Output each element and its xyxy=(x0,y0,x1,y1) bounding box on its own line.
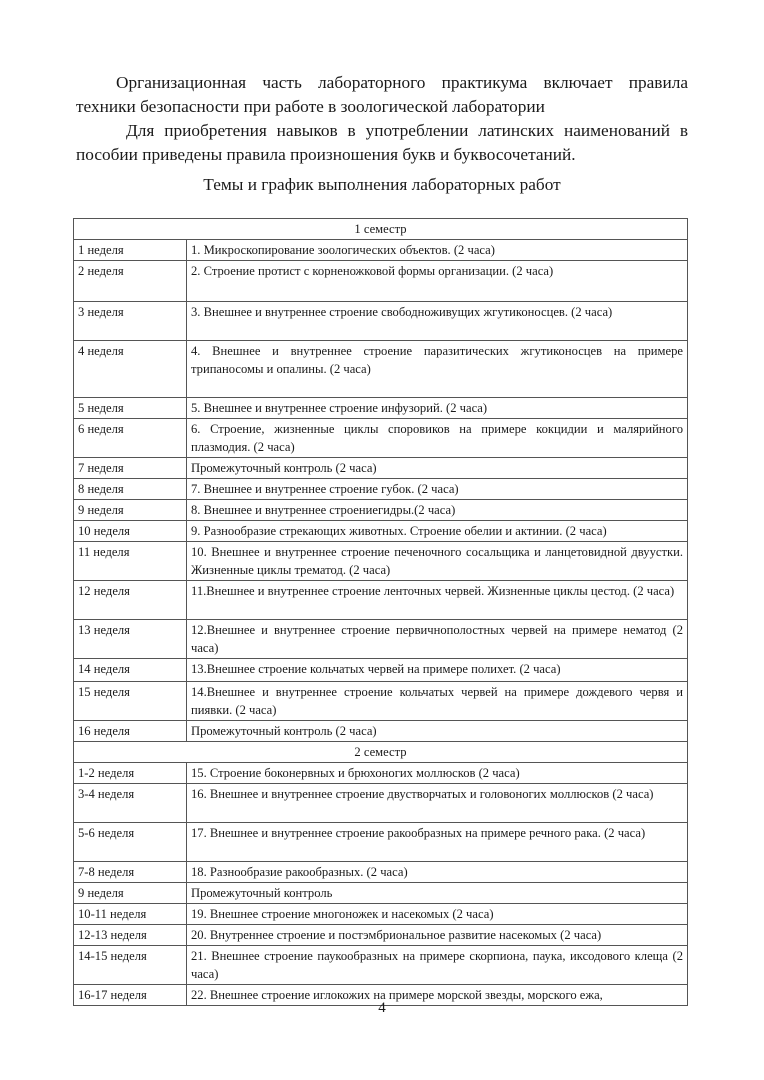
week-cell: 11 неделя xyxy=(74,542,187,581)
topic-cell: 8. Внешнее и внутреннее строениегидры.(2 часа) xyxy=(187,500,688,521)
topic-cell: 4. Внешнее и внутреннее строение паразитических жгутиконосцев на примере трипаносомы и опалины. (2 часа) xyxy=(187,341,688,398)
intro-paragraph-2: Для приобретения навыков в употреблении латинских наименований в пособии приведены правила произношения букв и буквосочетаний. xyxy=(76,121,688,164)
week-cell: 16 неделя xyxy=(74,721,187,742)
topic-cell: 5. Внешнее и внутреннее строение инфузорий. (2 часа) xyxy=(187,398,688,419)
table-row xyxy=(74,542,688,581)
table-row xyxy=(74,581,688,620)
week-cell: 14 неделя xyxy=(74,659,187,682)
topic-cell: 9. Разнообразие стрекающих животных. Строение обелии и актинии. (2 часа) xyxy=(187,521,688,542)
table-row xyxy=(74,925,688,946)
table-row xyxy=(74,620,688,659)
topic-cell: 14.Внешнее и внутреннее строение кольчатых червей на примере дождевого червя и пиявки. (2 часа) xyxy=(187,682,688,721)
table-row xyxy=(74,823,688,862)
semester-header-row xyxy=(74,742,688,763)
week-cell: 5-6 неделя xyxy=(74,823,187,862)
week-cell: 6 неделя xyxy=(74,419,187,458)
table-row xyxy=(74,659,688,682)
table-row xyxy=(74,240,688,261)
topic-cell: 15. Строение боконервных и брюхоногих моллюсков (2 часа) xyxy=(187,763,688,784)
table-row xyxy=(74,419,688,458)
week-cell: 12-13 неделя xyxy=(74,925,187,946)
topic-cell: 1. Микроскопирование зоологических объектов. (2 часа) xyxy=(187,240,688,261)
week-cell: 15 неделя xyxy=(74,682,187,721)
week-cell: 3-4 неделя xyxy=(74,784,187,823)
semester-header-row xyxy=(74,219,688,240)
table-row xyxy=(74,784,688,823)
semester-2-label: 2 семестр xyxy=(74,742,688,763)
topic-cell: 6. Строение, жизненные циклы споровиков на примере кокцидии и малярийного плазмодия. (2 часа) xyxy=(187,419,688,458)
topic-cell: 11.Внешнее и внутреннее строение ленточных червей. Жизненные циклы цестод. (2 часа) xyxy=(187,581,688,620)
week-cell: 4 неделя xyxy=(74,341,187,398)
topic-cell: 3. Внешнее и внутреннее строение свободноживущих жгутиконосцев. (2 часа) xyxy=(187,302,688,341)
week-cell: 16-17 неделя xyxy=(74,985,187,1006)
topic-cell: 18. Разнообразие ракообразных. (2 часа) xyxy=(187,862,688,883)
week-cell: 1 неделя xyxy=(74,240,187,261)
week-cell: 7 неделя xyxy=(74,458,187,479)
table-row xyxy=(74,521,688,542)
table-row xyxy=(74,763,688,784)
table-row xyxy=(74,302,688,341)
topic-cell: Промежуточный контроль (2 часа) xyxy=(187,721,688,742)
week-cell: 10-11 неделя xyxy=(74,904,187,925)
intro-paragraph-1: Организационная часть лабораторного практикума включает правила техники безопасности при работе в зоологической лаборатории xyxy=(76,73,688,116)
table-row xyxy=(74,721,688,742)
table-row xyxy=(74,479,688,500)
topic-cell: 10. Внешнее и внутреннее строение печеночного сосальщика и ланцетовидной двуустки. Жизненные циклы трематод. (2 часа) xyxy=(187,542,688,581)
table-row xyxy=(74,500,688,521)
schedule-table xyxy=(73,218,688,1006)
topic-cell: 2. Строение протист с корненожковой формы организации. (2 часа) xyxy=(187,261,688,302)
page-number: 4 xyxy=(378,1000,386,1016)
topic-cell: 19. Внешнее строение многоножек и насекомых (2 часа) xyxy=(187,904,688,925)
week-cell: 10 неделя xyxy=(74,521,187,542)
week-cell: 14-15 неделя xyxy=(74,946,187,985)
week-cell: 9 неделя xyxy=(74,500,187,521)
week-cell: 1-2 неделя xyxy=(74,763,187,784)
topic-cell: 17. Внешнее и внутреннее строение ракообразных на примере речного рака. (2 часа) xyxy=(187,823,688,862)
table-row xyxy=(74,883,688,904)
week-cell: 2 неделя xyxy=(74,261,187,302)
topic-cell: 21. Внешнее строение паукообразных на примере скорпиона, паука, иксодового клеща (2 часа) xyxy=(187,946,688,985)
topic-cell: 7. Внешнее и внутреннее строение губок. (2 часа) xyxy=(187,479,688,500)
week-cell: 7-8 неделя xyxy=(74,862,187,883)
week-cell: 8 неделя xyxy=(74,479,187,500)
week-cell: 13 неделя xyxy=(74,620,187,659)
topic-cell: 20. Внутреннее строение и постэмбриональное развитие насекомых (2 часа) xyxy=(187,925,688,946)
table-row xyxy=(74,398,688,419)
topic-cell: 12.Внешнее и внутреннее строение первичнополостных червей на примере нематод (2 часа) xyxy=(187,620,688,659)
table-row xyxy=(74,682,688,721)
topic-cell: Промежуточный контроль xyxy=(187,883,688,904)
topic-cell: 22. Внешнее строение иглокожих на примере морской звезды, морского ежа, xyxy=(187,985,688,1006)
week-cell: 9 неделя xyxy=(74,883,187,904)
semester-1-label: 1 семестр xyxy=(74,219,688,240)
table-title: Темы и график выполнения лабораторных работ xyxy=(203,175,561,194)
table-row xyxy=(74,946,688,985)
table-row xyxy=(74,341,688,398)
topic-cell: 16. Внешнее и внутреннее строение двустворчатых и головоногих моллюсков (2 часа) xyxy=(187,784,688,823)
week-cell: 12 неделя xyxy=(74,581,187,620)
table-row xyxy=(74,904,688,925)
week-cell: 3 неделя xyxy=(74,302,187,341)
table-row xyxy=(74,862,688,883)
week-cell: 5 неделя xyxy=(74,398,187,419)
table-row xyxy=(74,458,688,479)
topic-cell: 13.Внешнее строение кольчатых червей на примере полихет. (2 часа) xyxy=(187,659,688,682)
topic-cell: Промежуточный контроль (2 часа) xyxy=(187,458,688,479)
table-row xyxy=(74,261,688,302)
